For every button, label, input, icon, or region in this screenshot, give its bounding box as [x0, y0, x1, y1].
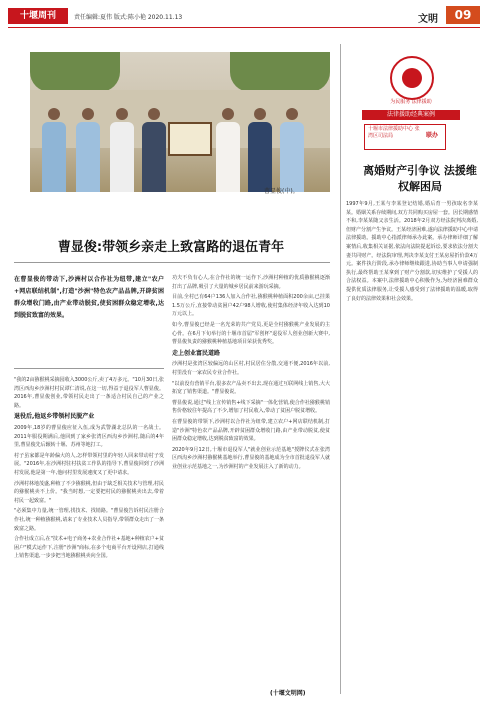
- paragraph: 功夫不负有心人,在合作社的统一运作下,沙洲村种植的优质猕猴桃逐渐打出了品牌,吸引了大量的城乡居民前来游玩采摘。: [172, 275, 330, 290]
- paragraph: 2009年,18岁的曹显俊应征入伍,成为武警湖北总队的一名战士。2011年服役期满后,他回到了家乡张湾区西沟乡沙洲村,随后的4年里,曹显俊先后辗转十堰、苏州等地打工。: [14, 424, 164, 449]
- legal-aid-logo: [390, 56, 434, 100]
- column-divider: [340, 44, 341, 694]
- paragraph: 沙洲村林地茂盛,种植了不少猕猴桃,但由于缺乏相关技术与管理,村民的猕猴桃卖不上价。"我当时想,一定要把村民的猕猴桃卖出去,带着村民一起致富。": [14, 480, 164, 504]
- lead-rule: [14, 368, 164, 369]
- group-photo: [30, 52, 330, 192]
- paragraph: 村子虽家都是年龄偏大的人,怎样带领村里的年轻人回来带动村子发展。"2016年,在沙洲村驻村扶贫工作队的指导下,曹显俊回到了沙洲村发展,他是第一年,他问村里发展速度又了更中请求。: [14, 452, 164, 476]
- editor-meta: 责任编辑:夏伟 版式:陈小艳 2020.11.13: [74, 14, 183, 21]
- paragraph: "我的2亩猕猴桃采摘园收入3000公斤,卖了4万多元。"10月30日,张湾区西沟乡沙洲村村民谭仁清说,在这一切,得益于退役军人曹显俊。2016年,曹显俊创业,带领村民走出了一条适合村民自己的产业之路。: [14, 377, 164, 409]
- article-lead: 在曹显俊的带动下,沙洲村以合作社为纽带,建立"农户+网店联结机制",打造"沙洲"特色农产品品牌,开辟贫困群众增收门路,由产业带动脱贫,使贫困群众稳定增收,达到脱贫致富的效果。: [14, 276, 164, 319]
- paragraph: 曹显俊说,通过"线上宣传销售+线下采摘"一体化营销,使合作社猕猴桃销售价格较往年提高了不少,增加了村民收入,带动了贫困户脱贫增收。: [172, 399, 330, 415]
- article-source: (十堰文明网): [270, 690, 306, 697]
- paragraph: 沙洲村是张湾区较偏远的山区村,村民居住分散,交通不便,2016年以前,村里没有一家农民专业合作社。: [172, 361, 330, 376]
- logo-caption: 为民服务 法律援助: [390, 99, 432, 105]
- paragraph: "以前没有营销平台,很多农产品卖不出去,现在通过互联网线上销售,大大拓宽了销售渠道。"曹显俊说。: [172, 380, 330, 396]
- title-rule: [14, 262, 330, 263]
- paragraph: "必须集中力量,统一管理,找技术、找销路。"曹显俊告诉村民注册合作社,统一种植猕猴桃,请来了专业技术人员指导,带领群众走出了一条致富之路。: [14, 508, 164, 532]
- article-title: 曹显俊:带领乡亲走上致富路的退伍青年: [57, 240, 285, 255]
- subheading: 走上创业富民道路: [172, 349, 221, 357]
- paragraph: 如今,曹显俊已经是一名光荣的共产党员,更是全村猕猴桃产业发展的主心骨。在6月下旬举行的十堰市首届"军创杯"退役军人创业创新大赛中,曹显俊负责的猕猴桃种植基地项目荣获优秀奖。: [172, 321, 330, 346]
- issuer-seal: 联办: [426, 132, 439, 139]
- photo-caption: 曹显俊(中)。: [264, 188, 299, 195]
- sidebar-title: 离婚财产引争议 法援维权解困局: [363, 164, 477, 193]
- column-badge: 法律援助经典案例: [362, 110, 460, 120]
- article-column-right: [172, 274, 330, 471]
- subheading: 退役后,他返乡带领村民脱产业: [14, 413, 95, 421]
- paragraph: 2020年9月12日,十堰市退役军人"就业创业示范基地"授牌仪式在张湾区西沟乡沙洲村猕猴桃基地举行,曹显俊的基地成为全市首批退役军人就业创业示范基地之一,为沙洲村的产业发展注入了新的动力。: [172, 446, 330, 470]
- sidebar-body: 1997年9月,王某与李某登记结婚,婚后育一男孩取名李某某。婚姻关系存续期间,双方共同购买房屋一套。因长期感情不和,李某某随父亲生活。2018年2月双方经法院判决离婚,但财产分割产生争议。王某经济困难,遂向法律援助中心申请法律援助。援助中心指派律师承办此案。承办律师详细了解案情后,收集相关证据,依法向法院提起诉讼,要求依法分割夫妻共同财产。经法院审理,判决李某支付王某房屋折价款4万元。案件执行阶段,承办律师继续跟进,协助当事人申请强制执行,最终帮助王某拿到了财产分割款,切实维护了受援人的合法权益。本案中,法律援助中心积极作为,为经济困难群众提供优质法律服务,让受援人感受到了法律援助的温暖,取得了良好的法律效果和社会效果。: [346, 201, 478, 302]
- paragraph: 合作社成立后,在"技术+电子商务+农业合作社+基地+种植农户+贫困户"模式运作下,注册"沙洲"商标,在多个电商平台开设网店,打通线上销售渠道,一步步把当地猕猴桃卖向全国。: [14, 536, 164, 560]
- masthead: 十堰周刊: [8, 8, 68, 24]
- issuer-text: 十堰市法律援助中心 张湾区司法局: [368, 126, 420, 139]
- section-label: 文明: [418, 14, 438, 25]
- page-number: 09: [446, 6, 480, 24]
- paragraph: 在曹显俊的带领下,沙洲村以合作社为纽带,建立农户+网店联结机制,打造"沙洲"特色农产品品牌,开辟贫困群众增收门路,由产业带动脱贫,使贫困群众稳定增收,达到脱贫致富的效果。: [172, 418, 330, 443]
- article-column-left: [14, 376, 164, 561]
- header-rule: [8, 27, 480, 28]
- paragraph: 目前,全村已有64户136人加入合作社,猕猴桃种植面积200余亩,已挂果1.5万公斤,直接带动贫困户42户98人增收,使村集体经济年收入达到10万元以上。: [172, 294, 330, 318]
